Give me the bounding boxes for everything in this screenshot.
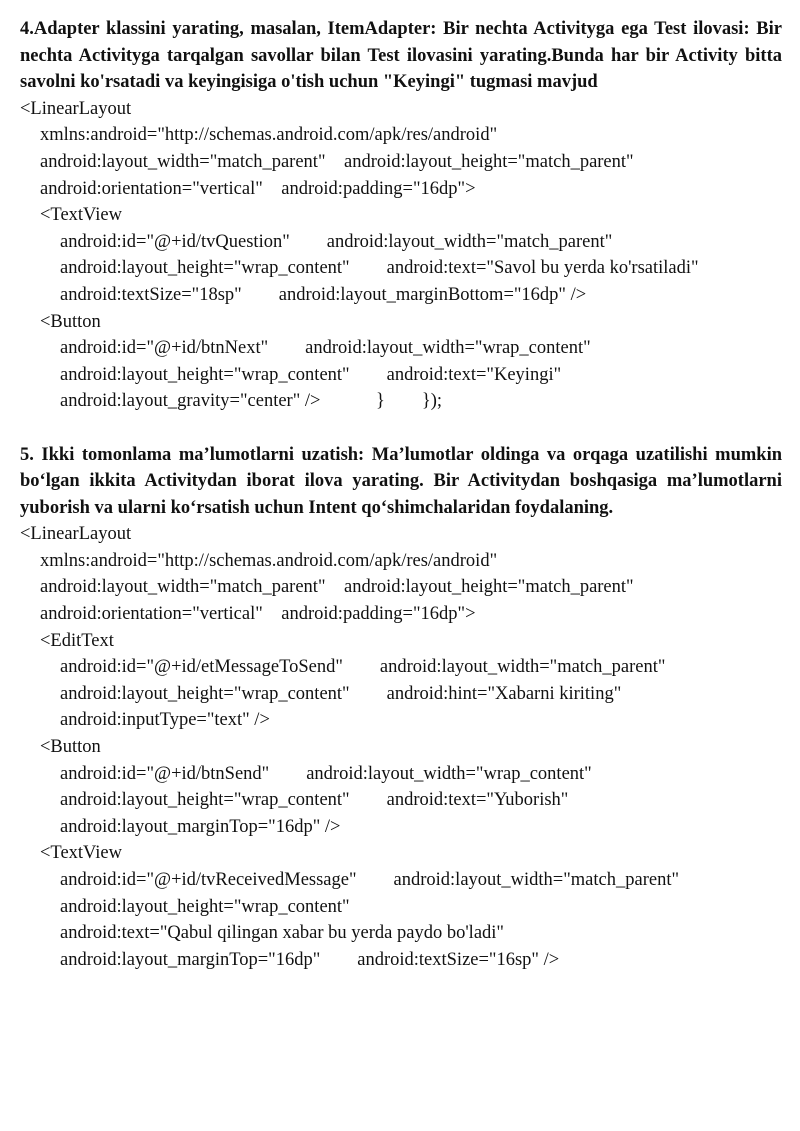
code-line: android:layout_height="wrap_content" bbox=[60, 896, 350, 917]
code-line: android:layout_height="wrap_content" android:text="Yuborish" bbox=[60, 790, 569, 811]
code-line: android:layout_height="wrap_content" android:text="Keyingi" bbox=[60, 364, 562, 385]
code-line: android:textSize="18sp" android:layout_marginBottom="16dp" /> bbox=[60, 284, 587, 305]
section-4-code-block bbox=[20, 96, 782, 415]
code-line: android:layout_marginTop="16dp" android:textSize="16sp" /> bbox=[60, 949, 560, 970]
code-line: android:id="@+id/btnSend" android:layout_width="wrap_content" bbox=[60, 763, 592, 784]
code-line: xmlns:android="http://schemas.android.com/apk/res/android" bbox=[40, 125, 498, 146]
code-line: android:layout_width="match_parent" android:layout_height="match_parent" bbox=[40, 577, 634, 598]
code-line: android:id="@+id/tvReceivedMessage" android:layout_width="match_parent" bbox=[60, 870, 680, 890]
code-line: <EditText bbox=[40, 630, 114, 651]
section-4-heading: 4.Adapter klassini yarating, masalan, ItemAdapter: Bir nechta Activityga ega Test ilovasi: Bir nechta Activityga tarqalgan savollar bilan Test ilovasini yarating.Bunda har bir Activity bitta savolni ko'rsatadi va keyingisiga o'tish uchun "Keyingi" tugmasi mavjud bbox=[20, 19, 782, 93]
code-line: <Button bbox=[40, 311, 101, 332]
code-line: <TextView bbox=[40, 843, 123, 864]
code-line: <Button bbox=[40, 737, 101, 758]
code-line: <LinearLayout bbox=[20, 98, 132, 119]
code-line: android:orientation="vertical" android:padding="16dp"> bbox=[40, 604, 476, 625]
document-page bbox=[20, 16, 782, 973]
code-line: android:id="@+id/tvQuestion" android:layout_width="match_parent" bbox=[60, 231, 613, 252]
code-line: android:layout_height="wrap_content" android:hint="Xabarni kiriting" bbox=[60, 683, 622, 704]
code-line: android:layout_height="wrap_content" android:text="Savol bu yerda ko'rsatiladi" bbox=[60, 258, 699, 279]
code-line: <LinearLayout bbox=[20, 524, 132, 545]
code-line: android:id="@+id/btnNext" android:layout_width="wrap_content" bbox=[60, 338, 591, 359]
code-line: android:layout_gravity="center" /> } }); bbox=[60, 391, 443, 412]
code-line: xmlns:android="http://schemas.android.com/apk/res/android" bbox=[40, 550, 498, 571]
code-line: <TextView bbox=[40, 205, 123, 226]
section-5-heading: 5. Ikki tomonlama ma’lumotlarni uzatish: Ma’lumotlar oldinga va orqaga uzatilishi mumkin bo‘lgan ikkita Activitydan iborat ilova yarating. Bir Activitydan boshqasiga ma’lumotlarni yuborish va ularni ko‘rsatish uchun Intent qo‘shimchalaridan foydalaning. bbox=[20, 444, 782, 518]
section-5-code-block bbox=[20, 521, 782, 973]
code-line: android:id="@+id/etMessageToSend" android:layout_width="match_parent" bbox=[60, 657, 666, 678]
code-line: android:inputType="text" /> bbox=[60, 710, 270, 731]
section-spacer bbox=[20, 415, 782, 442]
code-line: android:layout_width="match_parent" android:layout_height="match_parent" bbox=[40, 151, 634, 172]
code-line: android:orientation="vertical" android:padding="16dp"> bbox=[40, 178, 476, 199]
code-line: android:text="Qabul qilingan xabar bu yerda paydo bo'ladi" bbox=[60, 923, 504, 944]
code-line: android:layout_marginTop="16dp" /> bbox=[60, 816, 341, 837]
